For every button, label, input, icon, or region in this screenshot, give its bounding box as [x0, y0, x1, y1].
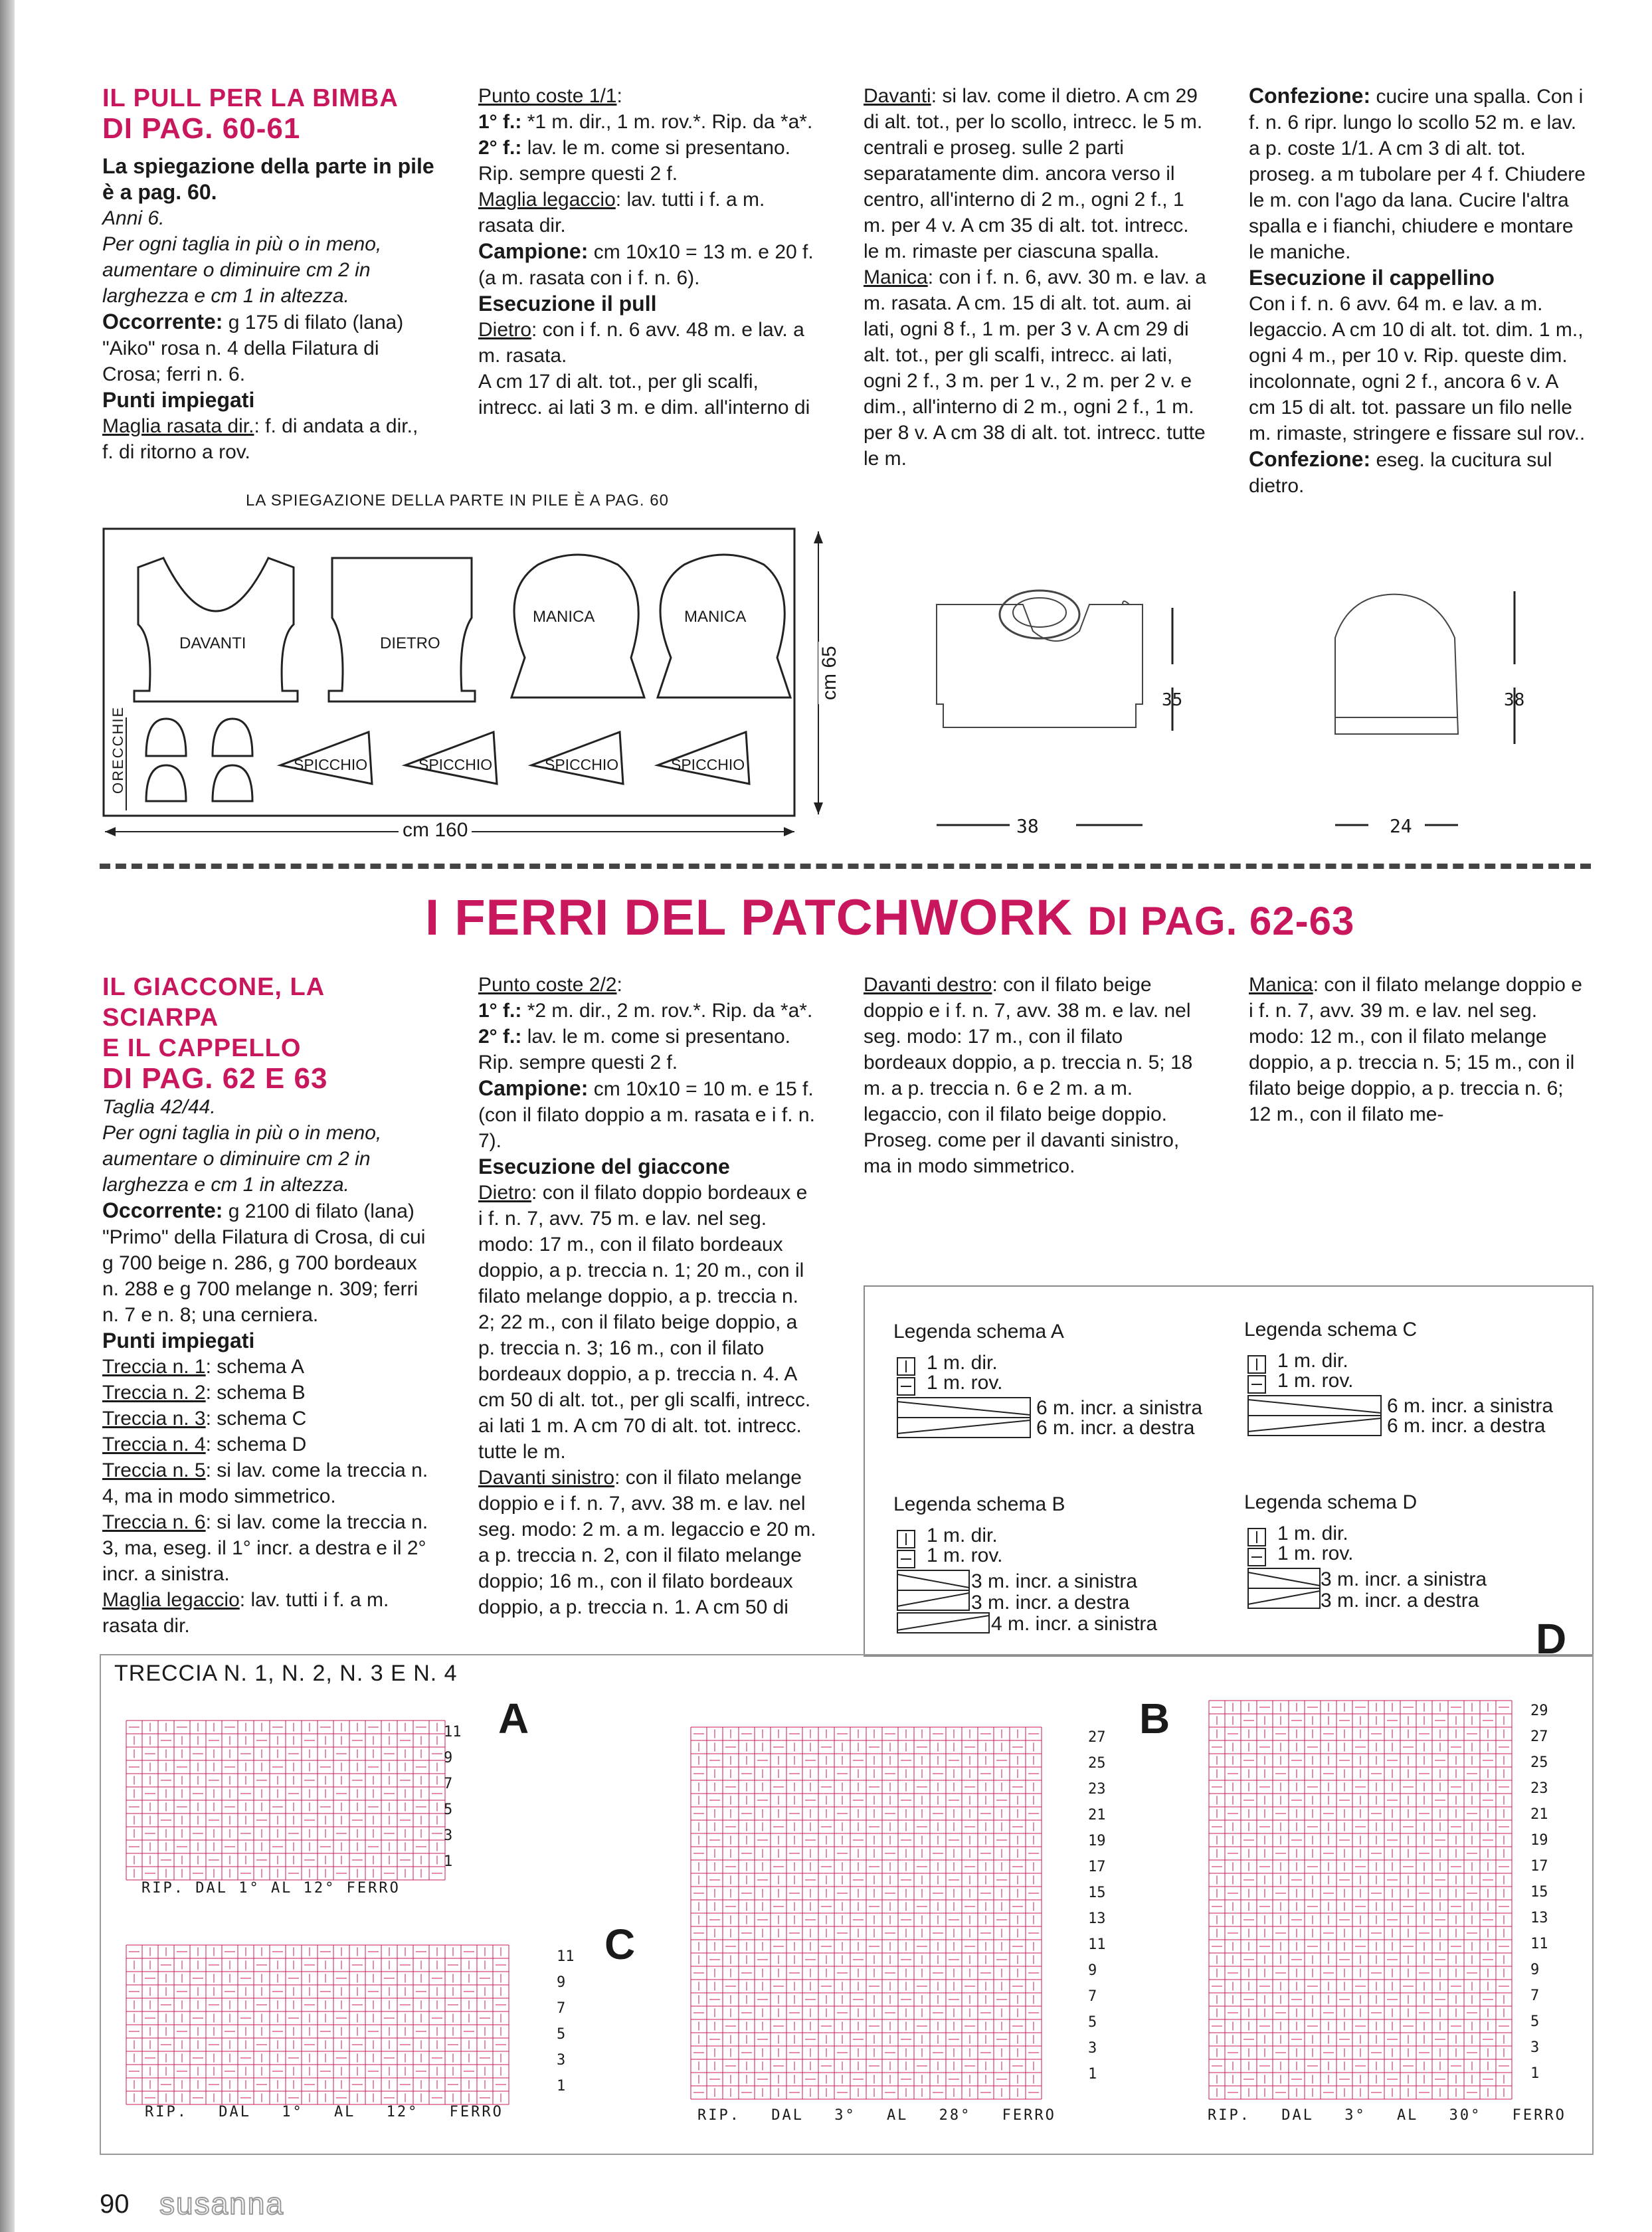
row-number: 13 [1088, 1910, 1106, 1927]
row-number: 3 [1530, 2039, 1540, 2056]
legend-d-items [1277, 1524, 1353, 1564]
row-number: 3 [1088, 2040, 1097, 2057]
chart-c-rows [557, 1944, 575, 2099]
row-number: 5 [557, 2026, 566, 2043]
row-number: 1 [1088, 2066, 1097, 2083]
legend-b-item-2: 1 m. rov. [927, 1544, 1003, 1566]
legend-b-item-3: 3 m. incr. a sinistra [971, 1570, 1138, 1592]
piece-dietro: DIETRO [380, 634, 440, 652]
occorrente2-text: g 2100 di filato (lana) "Primo" della Filatura di Crosa, di cui g 700 beige n. 286, g 700 bordeaux n. 288 e g 700 melange n. 309; ferri n. 7 e n. 8; una cerniera. [102, 1200, 426, 1326]
davanti-des-text: : con il filato beige doppio e i f. n. 7, avv. 38 m. e lav. nel seg. modo: 17 m., con il filato bordeaux doppio, a p. treccia n. 5; 18 m. a p. treccia n. 6 e 2 m. a m. legaccio, con il filato beige doppio. Proseg. come per il davanti sinistro, ma in modo simmetrico. [864, 974, 1193, 1177]
chart-a-footer: RIP. DAL 1° AL 12° FERRO [141, 1880, 401, 1897]
legend-a-items-2 [1036, 1398, 1202, 1438]
treccia2-text: : schema B [205, 1382, 306, 1404]
row-number: 17 [1088, 1859, 1106, 1875]
section2-title [102, 972, 434, 1094]
esec-giaccone-label: Esecuzione del giaccone [478, 1155, 730, 1178]
magazine-logo: susanna [159, 2186, 284, 2221]
row-number: 5 [1530, 2013, 1540, 2030]
size-note: Per ogni taglia in più o in meno, aumentare o diminuire cm 2 in larghezza e cm 1 in altezza. [102, 233, 382, 307]
row-number: 9 [557, 1974, 566, 1991]
legend-c-items-2 [1387, 1396, 1553, 1436]
age: Anni 6. [102, 207, 165, 229]
piece-davanti: DAVANTI [179, 634, 246, 652]
body-height: 35 [1162, 690, 1183, 710]
manica-text: : con i f. n. 6, avv. 30 m. e lav. a m. rasata. A cm. 15 di alt. tot. aum. ai lati, ogni 8 f., 1 m. per 3 v. A cm 29 di alt. tot., per gli scalfi, intrecc. ai lati, ogni 2 f., 3 m. per 1 v., 2 m. per 2 v. e dim., all'interno di 2 m., ogni 2 f., 1 m. per 8 v. A cm 38 di alt. tot. intrecc. tutte le m. [864, 266, 1206, 470]
section2-title-line2: E IL CAPPELLO [102, 1034, 302, 1062]
davanti-label: Davanti [864, 85, 931, 107]
punto-coste-label: Punto coste 1/1 [478, 85, 617, 107]
row-number: 7 [1530, 1988, 1540, 2004]
row-number: 13 [1530, 1910, 1548, 1926]
section2-col2: Punto coste 2/2: 1° f.: *2 m. dir., 2 m. rov.*. Rip. da *a*. 2° f.: lav. le m. come si presentano. Rip. sempre questi 2 f. Campione: cm 10x10 = 10 m. e 15 f. (con il filato doppio a m. rasata e i f. n. 7). Esecuzione del giaccone Dietro: con il filato doppio bordeaux e i f. n. 7, avv. 75 m. e lav. nel seg. modo: 17 m., con il filato bordeaux doppio, a p. treccia n. 1; 20 m., con il filato melange doppio, a p. treccia n. 2; 22 m., con il filato beige doppio, a p. treccia n. 3; 16 m., con il filato bordeaux doppio, a p. treccia n. 4. A cm 50 di alt. tot., per gli scalfi, intrecc. ai lati 1 m. A cm 70 di alt. tot. intrecc. tutte le m. Davanti sinistro: con il filato melange doppio e i f. n. 7, avv. 38 m. e lav. nel seg. modo: 2 m. a m. legaccio e 20 m. a p. treccia n. 2, con il filato melange doppio; 16 m., con il filato bordeaux doppio, a p. treccia n. 1. A cm 50 di [478, 972, 817, 1620]
legend-c-items [1277, 1351, 1353, 1391]
chart-d-grid [1189, 1674, 1561, 2139]
page-number: 90 [100, 2189, 130, 2219]
legend-a-item-2: 1 m. rov. [927, 1372, 1003, 1394]
legend-d-items-2 [1321, 1569, 1487, 1612]
treccia3-label: Treccia n. 3 [102, 1408, 206, 1430]
row-number: 11 [557, 1948, 575, 1965]
legend-c-item-4: 6 m. incr. a destra [1387, 1415, 1546, 1437]
chart-b-footer: RIP. DAL 3° AL 28° FERRO [697, 2107, 1056, 2124]
legend-d-item-1: 1 m. dir. [1277, 1523, 1348, 1544]
section-separator [100, 864, 1591, 869]
row-number: 9 [1088, 1962, 1097, 1979]
row-number: 23 [1530, 1780, 1548, 1797]
treccia5-text: : si lav. come la treccia n. 4, ma in modo simmetrico. [102, 1459, 428, 1507]
esec-cappellino-label: Esecuzione il cappellino [1249, 266, 1495, 290]
confezione-label: Confezione: [1249, 84, 1371, 108]
row-number: 5 [444, 1802, 453, 1818]
section1-col2: Punto coste 1/1: 1° f.: *1 m. dir., 1 m. rov.*. Rip. da *a*. 2° f.: lav. le m. come si presentano. Rip. sempre questi 2 f. Maglia legaccio: lav. tutti i f. a m. rasata dir. Campione: cm 10x10 = 13 m. e 20 f. (a m. rasata con i f. n. 6). Esecuzione il pull Dietro: con i f. n. 6 avv. 48 m. e lav. a m. rasata. A cm 17 di alt. tot., per gli scalfi, intrecc. ai lati 3 m. e dim. all'interno di [478, 83, 817, 420]
row-number: 15 [1530, 1884, 1548, 1901]
binding-edge [0, 0, 15, 2232]
maglia-rasata-text: : f. di andata a dir., f. di ritorno a rov. [102, 415, 418, 463]
chart-d-letter: D [1536, 1615, 1567, 1663]
sleeve-width: 24 [1390, 815, 1412, 837]
legend-b-title: Legenda schema B [893, 1493, 1065, 1515]
spicchio-3: SPICCHIO [545, 756, 619, 773]
manica2-label: Manica [1249, 974, 1313, 996]
maglia-legaccio2-text: : lav. tutti i f. a m. rasata dir. [102, 1589, 389, 1637]
legend-a-items [927, 1353, 1002, 1393]
maglia-rasata-label: Maglia rasata dir. [102, 415, 254, 437]
campione-label: Campione: [478, 239, 589, 263]
treccia1-label: Treccia n. 1 [102, 1356, 206, 1378]
row-number: 21 [1088, 1807, 1106, 1823]
layout-caption: LA SPIEGAZIONE DELLA PARTE IN PILE È A PAG. 60 [246, 492, 669, 510]
row-number: 1 [444, 1853, 453, 1870]
width-label: cm 160 [399, 819, 472, 842]
row-number: 11 [444, 1724, 462, 1740]
piece-manica-2: MANICA [684, 608, 747, 626]
cappellino-text: Con i f. n. 6 avv. 64 m. e lav. a m. legaccio. A cm 10 di alt. tot. dim. 1 m., ogni 4 m., per 10 v. Rip. queste dim. incolonnate, ogni 2 f., ancora 6 v. A cm 15 di alt. tot. passare un filo nelle m. rimaste, stringere e fissare sul rov.. [1249, 293, 1586, 444]
dietro-text: : con i f. n. 6 avv. 48 m. e lav. a m. rasata. [478, 319, 804, 367]
section2-title-line3: DI PAG. 62 E 63 [102, 1062, 328, 1095]
row-number: 5 [1088, 2014, 1097, 2031]
f2-label: 2° f.: [478, 137, 522, 159]
dietro2-text: : con il filato doppio bordeaux e i f. n. 7, avv. 75 m. e lav. nel seg. modo: 17 m., con il filato bordeaux doppio, a p. treccia n. 1; 20 m., con il filato melange doppio, a p. treccia n. 2; 22 m., con il filato beige doppio, a p. treccia n. 3; 16 m., con il filato bordeaux doppio, a p. treccia n. 4. A cm 50 di alt. tot., per gli scalfi, intrecc. ai lati 1 m. A cm 70 di alt. tot. intrecc. tutte le m. [478, 1182, 811, 1463]
main-title-suffix: DI PAG. 62-63 [1087, 899, 1355, 943]
section1-col1 [102, 83, 434, 465]
spicchio-2: SPICCHIO [418, 756, 493, 773]
davanti-sin-text: : con il filato melange doppio e i f. n. 7, avv. 38 m. e lav. nel seg. modo: 2 m. a m. legaccio e 20 m. a p. treccia n. 2, con il filato melange doppio; 16 m., con il filato bordeaux doppio, a p. treccia n. 1. A cm 50 di [478, 1467, 816, 1618]
legend-a-item-3: 6 m. incr. a sinistra [1036, 1397, 1203, 1419]
pile-note: La spiegazione della parte in pile è a pag. 60. [102, 154, 434, 204]
schematic-diagram [923, 578, 1588, 844]
maglia-legaccio2-label: Maglia legaccio [102, 1589, 240, 1611]
row-number: 15 [1088, 1885, 1106, 1901]
legend-c-item-1: 1 m. dir. [1277, 1350, 1348, 1372]
confezione2-text: eseg. la cucitura sul dietro. [1249, 449, 1552, 497]
campione2-label: Campione: [478, 1076, 589, 1100]
legend-b-items [927, 1526, 1002, 1566]
section2-title-line1: IL GIACCONE, LA SCIARPA [102, 973, 324, 1032]
f2-2-label: 2° f.: [478, 1026, 522, 1048]
occorrente-label: Occorrente: [102, 310, 223, 333]
legend-b-item-4: 3 m. incr. a destra [971, 1592, 1130, 1614]
row-number: 1 [557, 2078, 566, 2094]
body-width: 38 [1016, 815, 1039, 837]
legend-b-items-2 [971, 1571, 1157, 1635]
chart-d-rows [1530, 1698, 1548, 2087]
row-number: 17 [1530, 1858, 1548, 1875]
treccia1-text: : schema A [205, 1356, 305, 1378]
occorrente2-label: Occorrente: [102, 1198, 223, 1222]
main-title [425, 889, 1354, 947]
chart-d-footer: RIP. DAL 3° AL 30° FERRO [1208, 2107, 1566, 2124]
row-number: 29 [1530, 1703, 1548, 1719]
legend-d-item-3: 3 m. incr. a sinistra [1321, 1568, 1487, 1590]
row-number: 9 [444, 1750, 453, 1766]
section2-col4 [1249, 972, 1588, 1127]
legend-b-item-1: 1 m. dir. [927, 1525, 998, 1546]
chart-a-letter: A [498, 1695, 529, 1742]
section2-col1 [102, 972, 434, 1639]
punti2-label: Punti impiegati [102, 1329, 255, 1352]
dietro-label: Dietro [478, 319, 532, 341]
legend-d-item-4: 3 m. incr. a destra [1321, 1590, 1479, 1612]
dietro2-label: Dietro [478, 1182, 532, 1204]
spicchio-4: SPICCHIO [671, 756, 745, 773]
legend-d-title: Legenda schema D [1244, 1491, 1418, 1513]
row-number: 9 [1530, 1962, 1540, 1978]
row-number: 11 [1088, 1936, 1106, 1953]
piece-manica-1: MANICA [533, 608, 595, 626]
treccia3-text: : schema C [205, 1408, 307, 1430]
davanti-des-label: Davanti destro [864, 974, 992, 996]
section2-col3 [864, 972, 1209, 1257]
row-number: 7 [1088, 1988, 1097, 2005]
davanti-text: : si lav. come il dietro. A cm 29 di alt. tot., per lo scollo, intrecc. le 5 m. centrali e proseg. sulle 2 parti separatamente dim. ancora verso il centro, all'interno di 2 m., ogni 2 f., 1 m. per 4 v. A cm 35 di alt. tot. intrecc. le m. rimaste per ciascuna spalla. [864, 85, 1203, 262]
legend-a-item-1: 1 m. dir. [927, 1352, 998, 1374]
punti-label: Punti impiegati [102, 388, 255, 412]
row-number: 7 [557, 2000, 566, 2017]
legend-a-item-4: 6 m. incr. a destra [1036, 1417, 1195, 1439]
section1-col3 [864, 83, 1209, 472]
maglia-legaccio-text: : lav. tutti i f. a m. rasata dir. [478, 189, 765, 236]
size-note-2: Per ogni taglia in più o in meno, aumentare o diminuire cm 2 in larghezza e cm 1 in altezza. [102, 1122, 382, 1196]
spicchio-1: SPICCHIO [294, 756, 368, 773]
treccia2-label: Treccia n. 2 [102, 1382, 206, 1404]
orecchie-label: ORECCHIE [110, 705, 126, 794]
treccia6-label: Treccia n. 6 [102, 1511, 206, 1533]
row-number: 23 [1088, 1781, 1106, 1798]
taglia: Taglia 42/44. [102, 1096, 216, 1118]
row-number: 3 [444, 1827, 453, 1844]
treccia4-text: : schema D [205, 1434, 307, 1455]
chart-b-letter: B [1139, 1695, 1170, 1742]
row-number: 21 [1530, 1806, 1548, 1823]
row-number: 7 [444, 1776, 453, 1792]
campione2-text: cm 10x10 = 10 m. e 15 f. (con il filato doppio a m. rasata e i f. n. 7). [478, 1078, 815, 1152]
chart-c-footer: RIP. DAL 1° AL 12° FERRO [145, 2104, 504, 2120]
treccia5-label: Treccia n. 5 [102, 1459, 206, 1481]
confezione-text: cucire una spalla. Con i f. n. 6 ripr. lungo lo scollo 52 m. e lav. a p. coste 1/1. A cm 3 di alt. tot. proseg. a m tubolare per 4 f. Chiudere le m. con l'ago da lana. Cucire l'altra spalla e i fianchi, chiudere e montare le maniche. [1249, 86, 1586, 263]
legend-c-item-3: 6 m. incr. a sinistra [1387, 1395, 1554, 1417]
section1-col4 [1249, 83, 1588, 499]
f2-2-text: lav. le m. come si presentano. Rip. sempre questi 2 f. [478, 1026, 790, 1073]
dietro-text2: A cm 17 di alt. tot., per gli scalfi, intrecc. ai lati 3 m. e dim. all'interno di [478, 371, 810, 418]
esec-pull-label: Esecuzione il pull [478, 292, 657, 316]
legend-d-item-2: 1 m. rov. [1277, 1542, 1354, 1564]
manica-label: Manica [864, 266, 928, 288]
height-label: cm 65 [818, 642, 841, 704]
section1-title [102, 83, 434, 144]
f1-text: *1 m. dir., 1 m. rov.*. Rip. da *a*. [527, 111, 813, 133]
occorrente-text: g 175 di filato (lana) "Aiko" rosa n. 4 della Filatura di Crosa; ferri n. 6. [102, 312, 404, 385]
row-number: 27 [1088, 1729, 1106, 1746]
legend-c-item-2: 1 m. rov. [1277, 1370, 1354, 1392]
legend-a-title: Legenda schema A [893, 1321, 1064, 1343]
layout-diagram [100, 525, 844, 844]
f1-2-text: *2 m. dir., 2 m. rov.*. Rip. da *a*. [527, 1000, 813, 1022]
row-number: 19 [1530, 1832, 1548, 1849]
f2-text: lav. le m. come si presentano. Rip. sempre questi 2 f. [478, 137, 790, 185]
row-number: 27 [1530, 1728, 1548, 1745]
row-number: 19 [1088, 1833, 1106, 1849]
treccia4-label: Treccia n. 4 [102, 1434, 206, 1455]
row-number: 11 [1530, 1936, 1548, 1952]
row-number: 1 [1530, 2065, 1540, 2082]
manica2-text: : con il filato melange doppio e i f. n. 7, avv. 39 m. e lav. nel seg. modo: 12 m., con il filato melange doppio, a p. treccia n. 5; 15 m., con il filato beige doppio, a p. treccia n. 6; 12 m., con il filato me- [1249, 974, 1582, 1125]
row-number: 25 [1088, 1755, 1106, 1772]
f1-2-label: 1° f.: [478, 1000, 522, 1022]
punto-coste2-label: Punto coste 2/2 [478, 974, 617, 996]
chart-a-rows [444, 1719, 462, 1875]
confezione2-label: Confezione: [1249, 447, 1371, 471]
chart-c-grid [113, 1925, 578, 2131]
chart-b-grid [671, 1701, 1136, 2139]
section1-title-line1: IL PULL PER LA BIMBA [102, 84, 399, 112]
legend-c-title: Legenda schema C [1244, 1319, 1418, 1341]
main-title-text: I FERRI DEL PATCHWORK [425, 889, 1073, 946]
charts-header: TRECCIA N. 1, N. 2, N. 3 E N. 4 [114, 1661, 458, 1686]
chart-c-letter: C [604, 1920, 636, 1968]
sleeve-height: 38 [1504, 690, 1525, 710]
f1-label: 1° f.: [478, 111, 522, 133]
chart-b-rows [1088, 1724, 1106, 2087]
legend-b-item-5: 4 m. incr. a sinistra [991, 1613, 1158, 1635]
row-number: 25 [1530, 1754, 1548, 1771]
maglia-legaccio-label: Maglia legaccio [478, 189, 616, 211]
campione-text: cm 10x10 = 13 m. e 20 f. (a m. rasata con i f. n. 6). [478, 241, 814, 289]
section1-title-line2: DI PAG. 60-61 [102, 112, 301, 145]
davanti-sin-label: Davanti sinistro [478, 1467, 615, 1489]
row-number: 3 [557, 2052, 566, 2069]
chart-a-grid [113, 1701, 485, 1906]
treccia6-text: : si lav. come la treccia n. 3, ma, eseg. il 1° incr. a destra e il 2° incr. a sinistra. [102, 1511, 428, 1585]
